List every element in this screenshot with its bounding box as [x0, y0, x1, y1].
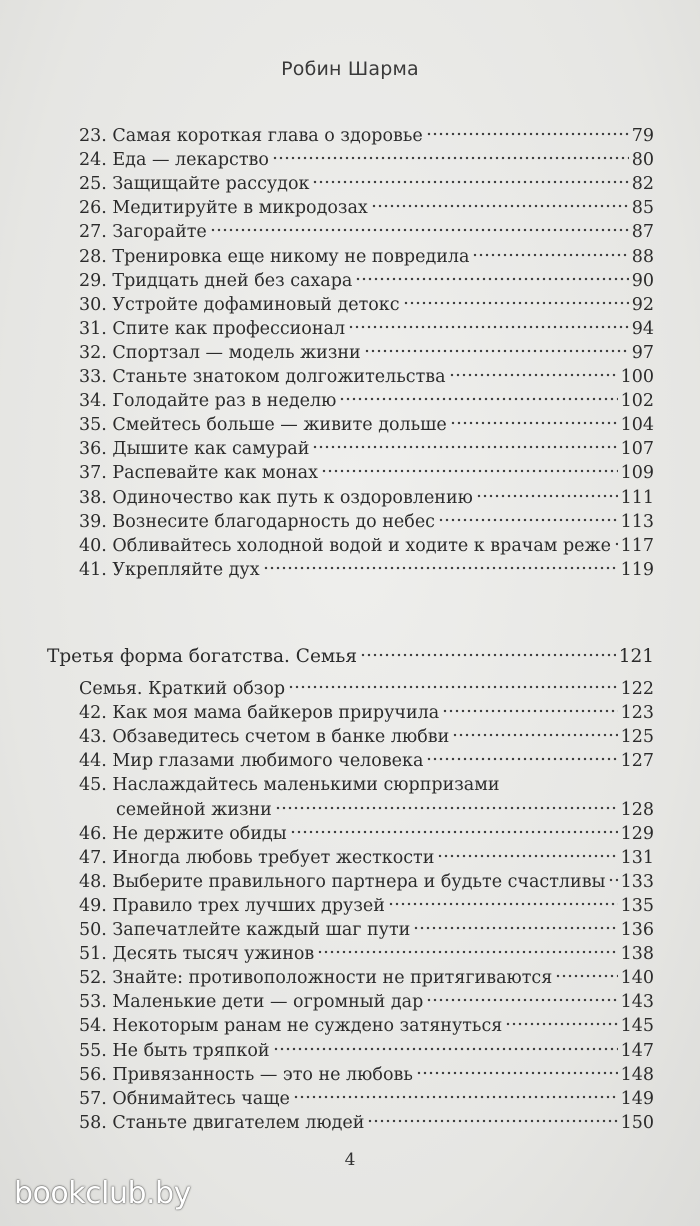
toc-entry-title: 53. Маленькие дети — огромный дар — [79, 992, 424, 1013]
toc-entry — [79, 677, 654, 701]
toc-entry-page: 145 — [620, 1016, 654, 1037]
toc-entry-page: 107 — [620, 439, 654, 460]
toc-entry-page: 148 — [620, 1064, 654, 1085]
toc-entry — [79, 749, 654, 773]
toc-entry-page: 94 — [631, 318, 654, 339]
toc-entry-title: 23. Самая короткая глава о здоровье — [79, 126, 423, 146]
dot-leader — [476, 493, 618, 499]
toc-entry — [79, 220, 654, 244]
dot-leader — [416, 1070, 618, 1076]
toc-entry-title: 26. Медитируйте в микродозах — [79, 198, 368, 219]
toc-entry — [79, 870, 654, 894]
toc-entry — [79, 172, 654, 196]
toc-entry-page: 129 — [620, 823, 654, 844]
dot-leader — [608, 877, 617, 883]
toc-entry — [79, 534, 654, 558]
dot-leader — [321, 468, 618, 474]
toc-entry — [79, 966, 654, 990]
dot-leader — [275, 805, 618, 811]
toc-entry-title: 36. Дышите как самурай — [79, 439, 310, 460]
toc-entry — [79, 701, 654, 725]
toc-entry — [79, 822, 654, 846]
dot-leader — [364, 348, 629, 354]
toc-entry — [79, 389, 654, 413]
dot-leader — [273, 1046, 618, 1052]
dot-leader — [339, 396, 617, 402]
dot-leader — [288, 684, 617, 690]
toc-entry-title: 58. Станьте двигателем людей — [79, 1112, 365, 1133]
toc-entry-title: 28. Тренировка еще никому не повредила — [79, 246, 470, 267]
toc-entry — [116, 798, 654, 822]
toc-entry-title: 48. Выберите правильного партнера и будьте счастливы — [79, 871, 606, 892]
toc-entry-title: 34. Голодайте раз в неделю — [79, 391, 337, 412]
toc-entry — [79, 196, 654, 220]
toc-entry — [79, 1039, 654, 1063]
toc-entry-page: 97 — [631, 342, 654, 363]
toc-entry-title: 50. Запечатлейте каждый шаг пути — [79, 920, 411, 940]
toc-entry-title: 44. Мир глазами любимого человека — [79, 751, 424, 772]
toc-entry — [79, 990, 654, 1014]
toc-entry-page: 92 — [631, 294, 654, 315]
toc-entry-page: 150 — [620, 1112, 654, 1133]
dot-leader — [426, 131, 629, 137]
dot-leader — [442, 708, 617, 714]
toc-entry-title: 49. Правило трех лучших друзей — [79, 895, 385, 916]
dot-leader — [348, 324, 629, 330]
toc-entry-title: 35. Смейтесь больше — живите дольше — [79, 415, 447, 436]
dot-leader — [438, 517, 618, 523]
toc-entry — [79, 1087, 654, 1111]
toc-entry-page: 133 — [620, 871, 654, 892]
toc-entry-title: 30. Устройте дофаминовый детокс — [79, 294, 400, 315]
toc-entry-title-continuation: семейной жизни — [116, 799, 272, 820]
toc-entry-page: 117 — [620, 535, 654, 556]
dot-leader — [388, 901, 618, 907]
toc-entry-page: 80 — [631, 150, 654, 171]
dot-leader — [403, 300, 629, 306]
toc-entry — [79, 148, 654, 172]
toc-entry-page: 90 — [631, 270, 654, 291]
toc-entry-page: 100 — [620, 367, 654, 387]
toc-entry-page: 87 — [631, 222, 654, 243]
dot-leader — [555, 973, 617, 979]
dot-leader — [426, 756, 617, 762]
dot-leader — [312, 179, 628, 185]
dot-leader — [272, 155, 629, 161]
dot-leader — [290, 829, 618, 835]
section-heading — [47, 645, 654, 669]
toc-entry-page: 143 — [620, 992, 654, 1013]
toc-entry-title-line1: 45. Наслаждайтесь маленькими сюрпризами — [79, 775, 500, 796]
toc-entry-title: 31. Спите как профессионал — [79, 318, 346, 339]
toc-entry — [79, 245, 654, 269]
toc-entry-title: 43. Обзаведитесь счетом в банке любви — [79, 727, 450, 748]
toc-entry — [79, 942, 654, 966]
toc-entry-page: 123 — [620, 703, 654, 724]
toc-entry-title: 47. Иногда любовь требует жесткости — [79, 847, 435, 868]
toc-entry-page: 128 — [620, 799, 654, 820]
toc-entry — [79, 1063, 654, 1087]
toc-entry — [79, 894, 654, 918]
toc-entry-title: 38. Одиночество как путь к оздоровлению — [79, 487, 473, 508]
dot-leader — [413, 925, 617, 931]
toc-entry-title: 27. Загорайте — [79, 222, 207, 243]
dot-leader — [371, 203, 629, 209]
toc-entry-title: 51. Десять тысяч ужинов — [79, 944, 315, 965]
toc-entry-page: 149 — [620, 1088, 654, 1109]
toc-entry-title: 55. Не быть тряпкой — [79, 1040, 270, 1061]
dot-leader — [317, 949, 617, 955]
dot-leader — [367, 1118, 617, 1124]
toc-entry-title: 54. Некоторым ранам не суждено затянуться — [79, 1016, 503, 1037]
toc-entry-page: 109 — [620, 463, 654, 484]
toc-entry-title: 29. Тридцать дней без сахара — [79, 270, 353, 291]
dot-leader — [312, 444, 617, 450]
dot-leader — [505, 1021, 617, 1027]
toc-entry-page: 113 — [620, 511, 654, 532]
toc-entry-title: Третья форма богатства. Семья — [47, 646, 358, 667]
toc-entry — [79, 341, 654, 365]
dot-leader — [263, 565, 618, 571]
toc-entry — [79, 269, 654, 293]
toc-entry-title: 25. Защищайте рассудок — [79, 174, 310, 195]
toc-entry-title: 57. Обнимайтесь чаще — [79, 1088, 290, 1109]
toc-entry — [79, 918, 654, 942]
toc-entry-page: 140 — [620, 968, 654, 989]
toc-entry — [79, 293, 654, 317]
toc-entry-page: 138 — [620, 944, 654, 965]
toc-entry-title: 24. Еда — лекарство — [79, 150, 269, 171]
toc-entry-page: 79 — [631, 126, 654, 146]
toc-entry-page: 111 — [620, 487, 654, 508]
toc-entry — [79, 413, 654, 437]
page-number-folio: 4 — [344, 1150, 356, 1170]
toc-entry — [79, 486, 654, 510]
toc-entry-title: 52. Знайте: противоположности не притягиваются — [79, 968, 553, 989]
toc-entry-title: 40. Обливайтесь холодной водой и ходите к врачам реже — [79, 535, 611, 556]
dot-leader — [614, 541, 618, 547]
dot-leader — [450, 420, 618, 426]
toc-entry — [79, 317, 654, 341]
toc-entry-page: 88 — [631, 246, 654, 267]
toc-entry-page: 125 — [620, 727, 654, 748]
toc-entry — [79, 461, 654, 485]
toc-entry-page: 85 — [631, 198, 654, 219]
toc-entry-page: 135 — [620, 895, 654, 916]
toc-entry-title: 41. Укрепляйте дух — [79, 559, 260, 580]
toc-entry-title: Семья. Краткий обзор — [79, 679, 286, 699]
dot-leader — [355, 276, 628, 282]
dot-leader — [472, 252, 628, 258]
toc-entry-page: 121 — [618, 646, 654, 667]
toc-entry — [79, 558, 654, 582]
toc-entry-title: 46. Не держите обиды — [79, 823, 287, 844]
toc-entry-title: 32. Спортзал — модель жизни — [79, 342, 361, 363]
toc-entry — [79, 510, 654, 534]
toc-entry-page: 131 — [620, 847, 654, 868]
toc-entry — [79, 1014, 654, 1038]
toc-entry-title: 33. Станьте знатоком долгожительства — [79, 367, 446, 387]
toc-entry-page: 136 — [620, 920, 654, 940]
toc-entry — [79, 1111, 654, 1135]
dot-leader — [293, 1094, 618, 1100]
toc-entry — [79, 437, 654, 461]
watermark-logo: bookclub.by — [14, 1176, 191, 1211]
dot-leader — [426, 997, 617, 1003]
toc-entry — [79, 365, 654, 389]
dot-leader — [449, 372, 618, 378]
dot-leader — [360, 652, 616, 658]
toc-entry-page: 82 — [631, 174, 654, 195]
toc-entry-title: 39. Вознесите благодарность до небес — [79, 511, 435, 532]
toc-entry-title: 56. Привязанность — это не любовь — [79, 1064, 413, 1085]
toc-entry — [79, 725, 654, 749]
toc-entry — [79, 124, 654, 148]
toc-entry-page: 147 — [620, 1040, 654, 1061]
toc-entry-page: 127 — [620, 751, 654, 772]
toc-entry-page: 122 — [620, 679, 654, 699]
toc-entry-title: 42. Как моя мама байкеров приручила — [79, 703, 440, 724]
running-header-author: Робин Шарма — [281, 58, 419, 80]
dot-leader — [437, 853, 617, 859]
toc-entry-page: 104 — [620, 415, 654, 436]
toc-entry-page: 119 — [620, 559, 654, 580]
dot-leader — [210, 227, 629, 233]
toc-entry — [79, 846, 654, 870]
dot-leader — [452, 732, 617, 738]
toc-entry-title: 37. Распевайте как монах — [79, 463, 318, 484]
toc-entry-page: 102 — [620, 391, 654, 412]
